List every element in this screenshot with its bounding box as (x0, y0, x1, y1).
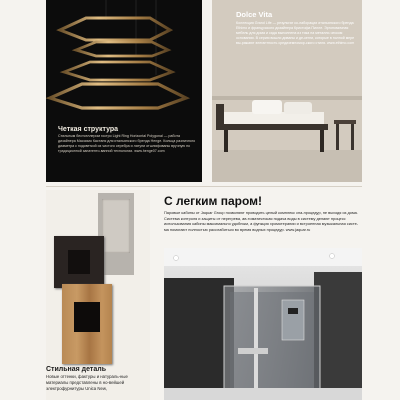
lamp-body: Стильным бестселлером гостро Light Ring Horizontal Polygonal — работа дизайнера Массимо Кастаня для итальянского бренда Henge. Кольца различного диаметра с подсветкой из чистого серебра и латуни отшлифованы вручную по традиционной запатенто-ванной технологии. www.henge07.com (58, 134, 196, 153)
ring-lamp-illustration (46, 0, 202, 182)
grey-switch-key (102, 199, 130, 253)
steam-shower-illustration (164, 248, 362, 400)
wood-switch-plate (62, 284, 112, 364)
dark-switch-plate (54, 236, 104, 288)
switches-caption (46, 366, 150, 392)
switches-body: Новые оттенки, фактуры и натураль-ные материалы представлены в но-вейшей электрофурнитуры Unica New, (46, 374, 128, 391)
wood-switch-key (74, 302, 100, 332)
lamp-photo (46, 0, 202, 182)
dolce-vita-body: Коллекция Grand Life — результат ко-лаборации итальянского бренда Ethimo и французского дизайнера Кристофа Пиллe. Эргономичная мебель для дома и сада выполнена из тика на металли-ческом основании. В серию вошли диваны и де-кенги, которые в полной мере вы-ражают элегантность средиземномор-ского стиля. www.ethimo.com (236, 21, 355, 45)
steam-body: Паровые кабины от Jaquar Group позволяют проводить целый комплекс спа-процедур, не выходя из дома. Система контроля и защиты от перегрева, ав-томатическая подача воды в систему делают процесс использования кабины максимально удобным, а функция хромотерапии и встроенная музыкальная систе-ма помогают полностью расслабиться во время водных процедур. www.jaquar.ru (164, 210, 359, 232)
dolce-vita-caption (236, 10, 358, 46)
dark-switch-key (68, 250, 90, 274)
steam-headline: С легким паром! (164, 194, 263, 208)
switches-title: Стильная деталь (46, 366, 107, 373)
lamp-caption (58, 126, 198, 154)
shower-photo (164, 248, 362, 400)
lamp-title: Четкая структура (58, 126, 119, 133)
section-divider (46, 186, 362, 187)
dolce-vita-title: Dolce Vita (236, 10, 273, 19)
